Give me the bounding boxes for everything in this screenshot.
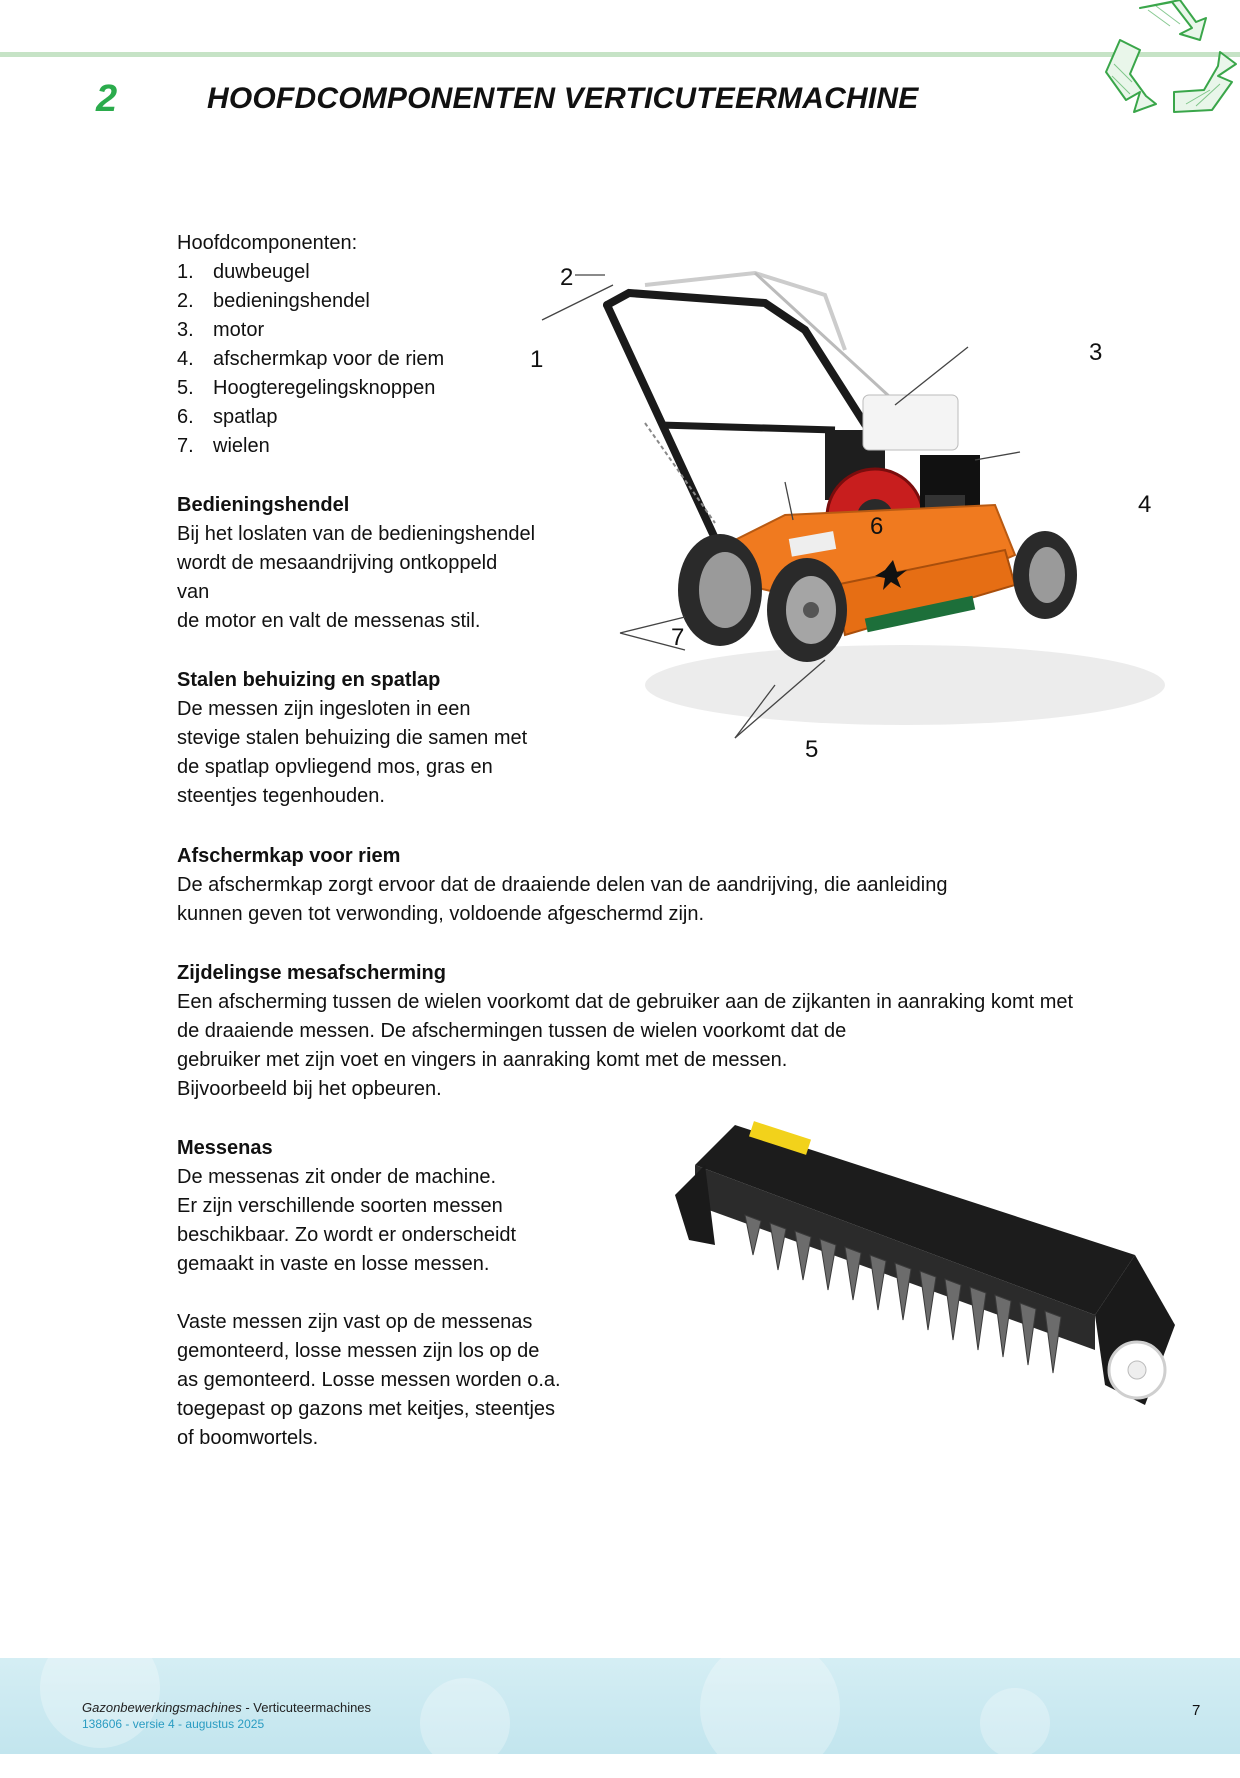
item-label: Hoogteregelingsknoppen (213, 377, 436, 399)
list-item (177, 432, 597, 461)
item-number: 3. (177, 319, 194, 341)
item-label: wielen (213, 435, 270, 457)
paragraph-line: De afschermkap zorgt ervoor dat de draaiende delen van de aandrijving, die aanleiding (177, 874, 948, 896)
section-title: Messenas (177, 1137, 273, 1159)
paragraph-line: toegepast op gazons met keitjes, steentjes (177, 1398, 556, 1420)
section-title: Bedieningshendel (177, 494, 350, 516)
paragraph-line: Bijvoorbeeld bij het opbeuren. (177, 1078, 442, 1100)
section-messenas (177, 1134, 617, 1453)
paragraph-line: de spatlap opvliegend mos, gras en (177, 756, 493, 778)
item-label: spatlap (213, 406, 278, 428)
paragraph-line: Er zijn verschillende soorten messen (177, 1195, 503, 1217)
components-list-block (177, 229, 597, 461)
paragraph-line: steentjes tegenhouden. (177, 785, 385, 807)
machine-figure (530, 255, 1175, 775)
list-item (177, 403, 597, 432)
section-behuizing (177, 666, 597, 811)
callout-label: 7 (671, 624, 685, 651)
paragraph-line: as gemonteerd. Losse messen worden o.a. (177, 1369, 561, 1391)
callout-label: 4 (1138, 491, 1152, 518)
item-number: 1. (177, 261, 194, 283)
footer (0, 1658, 1240, 1754)
item-label: bedieningshendel (213, 290, 370, 312)
paragraph-line: of boomwortels. (177, 1427, 319, 1449)
footer-doc-subject: - Verticuteermachines (241, 1700, 372, 1715)
paragraph-line: gemaakt in vaste en losse messen. (177, 1253, 490, 1275)
item-number: 4. (177, 348, 194, 370)
callout-label: 2 (560, 264, 574, 291)
footer-decoration (700, 1638, 840, 1778)
footer-doc-series: Gazonbewerkingsmachines (82, 1700, 242, 1715)
section-title: Zijdelingse mesafscherming (177, 962, 446, 984)
page-title: HOOFDCOMPONENTEN VERTICUTEERMACHINE (207, 82, 919, 115)
paragraph-line: gemonteerd, losse messen zijn los op de (177, 1340, 540, 1362)
footer-document-title (82, 1700, 371, 1715)
paragraph-line: beschikbaar. Zo wordt er onderscheidt (177, 1224, 517, 1246)
footer-version: 138606 - versie 4 - augustus 2025 (82, 1717, 265, 1731)
item-number: 5. (177, 377, 194, 399)
footer-decoration (980, 1688, 1050, 1758)
item-number: 2. (177, 290, 194, 312)
paragraph-line: Bij het loslaten van de bedieningshendel (177, 523, 536, 545)
list-item (177, 287, 597, 316)
paragraph-line: kunnen geven tot verwonding, voldoende afgeschermd zijn. (177, 903, 705, 925)
paragraph-line: De messenas zit onder de machine. (177, 1166, 497, 1188)
footer-decoration (420, 1678, 510, 1768)
paragraph-line: gebruiker met zijn voet en vingers in aanraking komt met de messen. (177, 1049, 788, 1071)
section-zijdelings (177, 959, 1237, 1104)
paragraph-line: Een afscherming tussen de wielen voorkomt dat de gebruiker aan de zijkanten in aanraking komt met (177, 991, 1074, 1013)
section-bediening (177, 491, 597, 636)
spacer (177, 1279, 617, 1308)
item-number: 6. (177, 406, 194, 428)
section-afschermkap (177, 842, 1187, 929)
item-label: motor (213, 319, 265, 341)
chapter-number: 2 (96, 78, 118, 120)
list-item (177, 258, 597, 287)
paragraph-line: Vaste messen zijn vast op de messenas (177, 1311, 533, 1333)
paragraph-line: De messen zijn ingesloten in een (177, 698, 471, 720)
paragraph-line: de draaiende messen. De afschermingen tussen de wielen voorkomt dat de (177, 1020, 847, 1042)
blade-shaft-figure (675, 1125, 1185, 1430)
section-title: Afschermkap voor riem (177, 845, 401, 867)
recycle-icon (1100, 0, 1240, 118)
header-rule (0, 52, 1240, 57)
callout-label: 1 (530, 346, 544, 373)
item-number: 7. (177, 435, 194, 457)
paragraph-line: van (177, 581, 210, 603)
callout-label: 5 (805, 736, 819, 763)
paragraph-line: de motor en valt de messenas stil. (177, 610, 481, 632)
list-item (177, 316, 597, 345)
page-number: 7 (1192, 1702, 1201, 1719)
section-title: Stalen behuizing en spatlap (177, 669, 441, 691)
ground-shadow (645, 645, 1165, 725)
callout-label: 3 (1089, 339, 1103, 366)
item-label: afschermkap voor de riem (213, 348, 445, 370)
callout-label: 6 (870, 513, 884, 540)
paragraph-line: wordt de mesaandrijving ontkoppeld (177, 552, 498, 574)
item-label: duwbeugel (213, 261, 310, 283)
list-item (177, 374, 597, 403)
components-heading: Hoofdcomponenten: (177, 232, 358, 254)
paragraph-line: stevige stalen behuizing die samen met (177, 727, 528, 749)
